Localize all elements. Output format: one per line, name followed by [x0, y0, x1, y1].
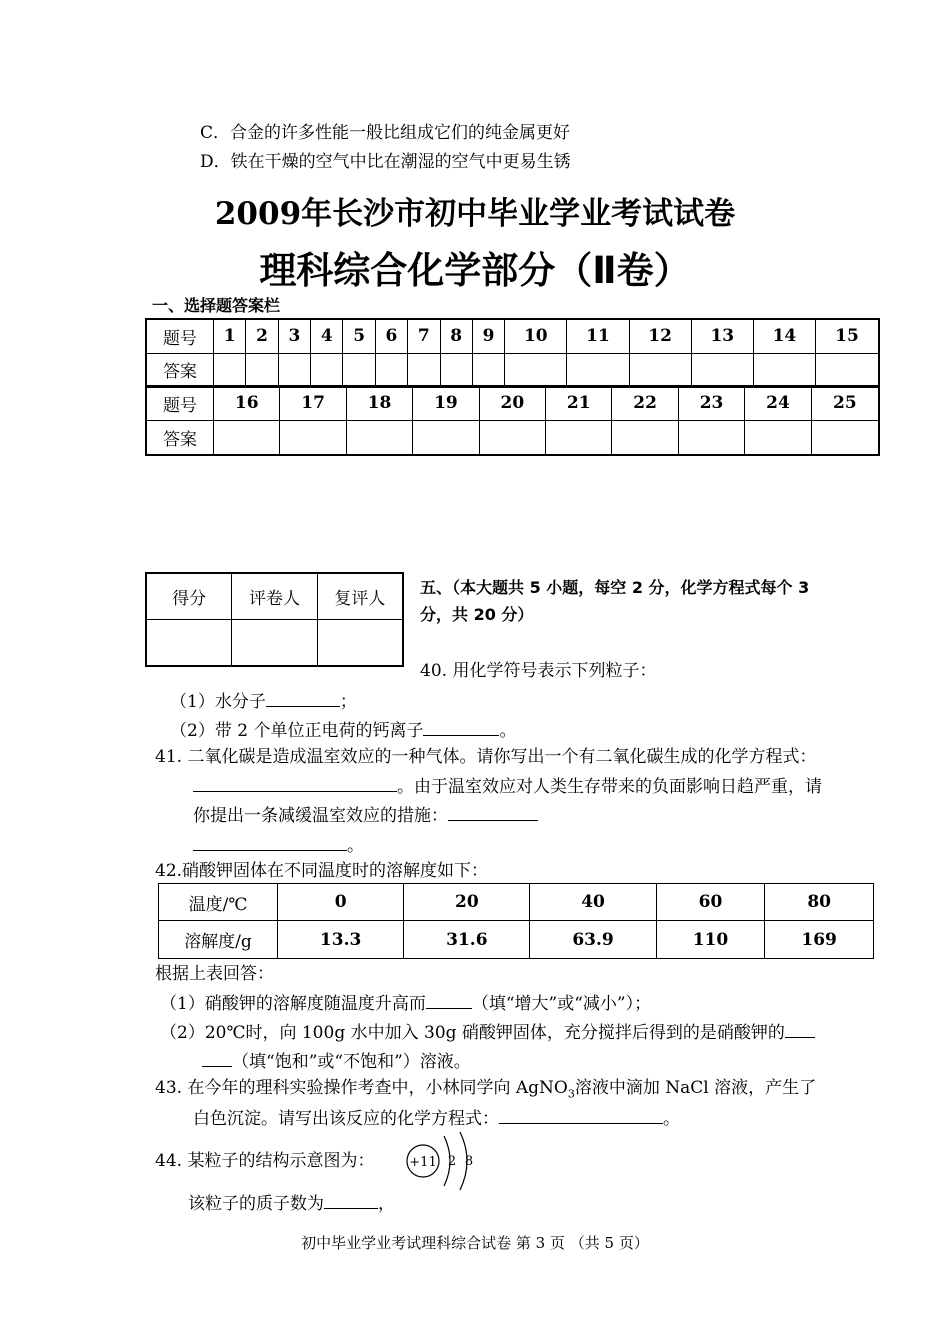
- question-number: 15: [816, 319, 879, 353]
- q43-line1-b: 溶液中滴加 NaCl 溶液，产生了: [574, 1078, 817, 1098]
- question-number: 7: [408, 319, 440, 353]
- q40-stem: 40. 用化学符号表示下列粒子：: [420, 661, 657, 681]
- q44-stem: 44. 某粒子的结构示意图为：: [155, 1151, 375, 1171]
- option-d: D．铁在干燥的空气中比在潮湿的空气中更易生锈: [200, 152, 571, 172]
- answer-cell[interactable]: [440, 353, 472, 387]
- answer-cell[interactable]: [246, 353, 278, 387]
- q41-line3: [193, 802, 538, 828]
- solubility-value: 63.9: [530, 921, 656, 959]
- question-number: 17: [280, 386, 346, 421]
- temperature-value: 40: [530, 884, 656, 921]
- q42-blank1[interactable]: [426, 990, 472, 1009]
- section5-heading-line2: 分，共 20 分）: [420, 605, 534, 624]
- atom-structure-diagram: [400, 1130, 490, 1192]
- question-number: 3: [278, 319, 310, 353]
- question-number: 12: [629, 319, 691, 353]
- question-number: 2: [246, 319, 278, 353]
- score-header: 得分: [146, 573, 232, 619]
- question-number: 20: [479, 386, 545, 421]
- q43-line1: [155, 1076, 816, 1106]
- score-cell[interactable]: [146, 619, 232, 666]
- q41-line3-text: 你提出一条减缓温室效应的措施：: [193, 806, 448, 826]
- question-number: 8: [440, 319, 472, 353]
- question-number: 13: [691, 319, 753, 353]
- answer-cell[interactable]: [214, 353, 246, 387]
- q44-line2-text: 该粒子的质子数为: [188, 1194, 324, 1214]
- question-number: 5: [343, 319, 375, 353]
- question-number: 19: [413, 386, 479, 421]
- answer-cell[interactable]: [678, 421, 744, 455]
- question-number: 11: [567, 319, 629, 353]
- q43-line1-a: 43. 在今年的理科实验操作考查中，小林同学向 AgNO: [155, 1078, 568, 1098]
- temperature-value: 0: [278, 884, 404, 921]
- answer-cell[interactable]: [567, 353, 629, 387]
- solubility-table: [158, 883, 874, 959]
- answer-cell[interactable]: [472, 353, 504, 387]
- q42-part2: [160, 1019, 815, 1045]
- reviewer-cell[interactable]: [317, 619, 403, 666]
- nucleus-charge: +11: [409, 1155, 437, 1170]
- answer-cell[interactable]: [811, 421, 879, 455]
- question-number: 23: [678, 386, 744, 421]
- answer-cell[interactable]: [343, 353, 375, 387]
- temperature-value: 60: [656, 884, 765, 921]
- q41-line2-text: 。由于温室效应对人类生存带来的负面影响日趋严重，请: [397, 777, 822, 797]
- answer-cell[interactable]: [479, 421, 545, 455]
- question-number: 21: [546, 386, 612, 421]
- row-label-answer: 答案: [146, 353, 214, 387]
- question-number: 16: [214, 386, 280, 421]
- question-number: 22: [612, 386, 678, 421]
- q42-blank2[interactable]: [785, 1019, 815, 1038]
- row-label-answer: 答案: [146, 421, 214, 455]
- q43-blank-equation[interactable]: [499, 1105, 663, 1124]
- page-title: 2009年长沙市初中毕业学业考试试卷: [214, 196, 736, 232]
- answer-cell[interactable]: [612, 421, 678, 455]
- temperature-value: 20: [404, 884, 530, 921]
- answer-cell[interactable]: [816, 353, 879, 387]
- shell2-electrons: 8: [464, 1154, 474, 1169]
- answer-sheet-table-2: [145, 385, 880, 456]
- answer-cell[interactable]: [408, 353, 440, 387]
- answer-cell[interactable]: [375, 353, 407, 387]
- solubility-value: 110: [656, 921, 765, 959]
- answer-cell[interactable]: [546, 421, 612, 455]
- q42-part1-end: （填“增大”或“减小”）；: [471, 994, 652, 1014]
- solubility-value: 31.6: [404, 921, 530, 959]
- q44-blank-protons[interactable]: [324, 1190, 378, 1209]
- option-c: C．合金的许多性能一般比组成它们的纯金属更好: [200, 123, 571, 143]
- q40-part1-text: （1）水分子: [170, 692, 266, 712]
- page-subtitle: 理科综合化学部分（Ⅱ卷）: [259, 249, 691, 292]
- q43-line2-end: 。: [663, 1109, 680, 1129]
- q40-part2-end: 。: [499, 721, 517, 741]
- question-number: 4: [311, 319, 343, 353]
- answer-cell[interactable]: [413, 421, 479, 455]
- answer-cell[interactable]: [346, 421, 412, 455]
- question-number: 10: [505, 319, 567, 353]
- question-number: 14: [753, 319, 815, 353]
- q40-part2-text: （2）带 2 个单位正电荷的钙离子: [170, 721, 424, 741]
- q42-after: 根据上表回答：: [155, 964, 274, 984]
- temperature-label: 温度/℃: [159, 884, 278, 921]
- question-number: 24: [745, 386, 811, 421]
- temperature-value: 80: [765, 884, 874, 921]
- answer-sheet-table: [145, 318, 880, 388]
- answer-cell[interactable]: [280, 421, 346, 455]
- solubility-value: 13.3: [278, 921, 404, 959]
- question-number: 25: [811, 386, 879, 421]
- answer-cell[interactable]: [745, 421, 811, 455]
- solubility-label: 溶解度/g: [159, 921, 278, 959]
- question-number: 18: [346, 386, 412, 421]
- q44-line2-end: ，: [378, 1194, 395, 1214]
- question-number: 9: [472, 319, 504, 353]
- q41-line1: 41. 二氧化碳是造成温室效应的一种气体。请你写出一个有二氧化碳生成的化学方程式：: [155, 747, 817, 767]
- q40-part1-end: ；: [339, 692, 357, 712]
- answer-cell[interactable]: [214, 421, 280, 455]
- question-number: 1: [214, 319, 246, 353]
- q40-part1: [170, 688, 357, 714]
- q43-line2-text: 白色沉淀。请写出该反应的化学方程式：: [193, 1109, 499, 1129]
- answer-sheet-heading: 一、选择题答案栏: [152, 296, 281, 315]
- q42-part1-text: （1）硝酸钾的溶解度随温度升高而: [160, 994, 426, 1014]
- q42-part2-text: （2）20℃时，向 100g 水中加入 30g 硝酸钾固体，充分搅拌后得到的是硝酸钾的: [160, 1023, 785, 1043]
- q41-line4-end: 。: [347, 836, 364, 856]
- row-label-number: 题号: [146, 319, 214, 353]
- answer-row-numbers-1: [146, 319, 879, 353]
- q41-blank-measure-2[interactable]: [193, 832, 347, 851]
- page-footer: 初中毕业学业考试理科综合试卷 第 3 页 （共 5 页）: [301, 1234, 649, 1252]
- q41-line4: [193, 832, 364, 858]
- q42-stem: 42.硝酸钾固体在不同温度时的溶解度如下：: [155, 861, 489, 881]
- q40-part2: [170, 717, 516, 743]
- answer-cell[interactable]: [311, 353, 343, 387]
- q41-line2: [193, 773, 822, 799]
- score-box: [145, 572, 404, 667]
- answer-cell[interactable]: [691, 353, 753, 387]
- reviewer-header: 复评人: [317, 573, 403, 619]
- q41-blank-equation[interactable]: [193, 773, 397, 792]
- q42-part2b: [202, 1048, 471, 1074]
- q43-line2: [193, 1105, 680, 1131]
- q40-blank2[interactable]: [423, 717, 499, 736]
- answer-cell[interactable]: [278, 353, 310, 387]
- answer-row-answers-1: [146, 353, 879, 387]
- question-number: 6: [375, 319, 407, 353]
- q43-subscript: 3: [567, 1087, 575, 1101]
- answer-cell[interactable]: [629, 353, 691, 387]
- grader-header: 评卷人: [232, 573, 317, 619]
- answer-cell[interactable]: [505, 353, 567, 387]
- shell1-electrons: 2: [447, 1154, 457, 1169]
- solubility-value: 169: [765, 921, 874, 959]
- q42-blank2-cont[interactable]: [202, 1048, 232, 1067]
- q41-blank-measure[interactable]: [448, 802, 538, 821]
- q40-blank1[interactable]: [266, 688, 340, 707]
- answer-row-numbers-2: [146, 386, 879, 421]
- q42-part1: [160, 990, 651, 1016]
- q44-line2: [188, 1190, 395, 1216]
- section5-heading-line1: 五、（本大题共 5 小题，每空 2 分，化学方程式每个 3: [420, 578, 810, 597]
- grader-cell[interactable]: [232, 619, 317, 666]
- answer-row-answers-2: [146, 421, 879, 455]
- answer-cell[interactable]: [753, 353, 815, 387]
- q42-part2b-text: （填“饱和”或“不饱和”）溶液。: [232, 1052, 471, 1072]
- row-label-number: 题号: [146, 386, 214, 421]
